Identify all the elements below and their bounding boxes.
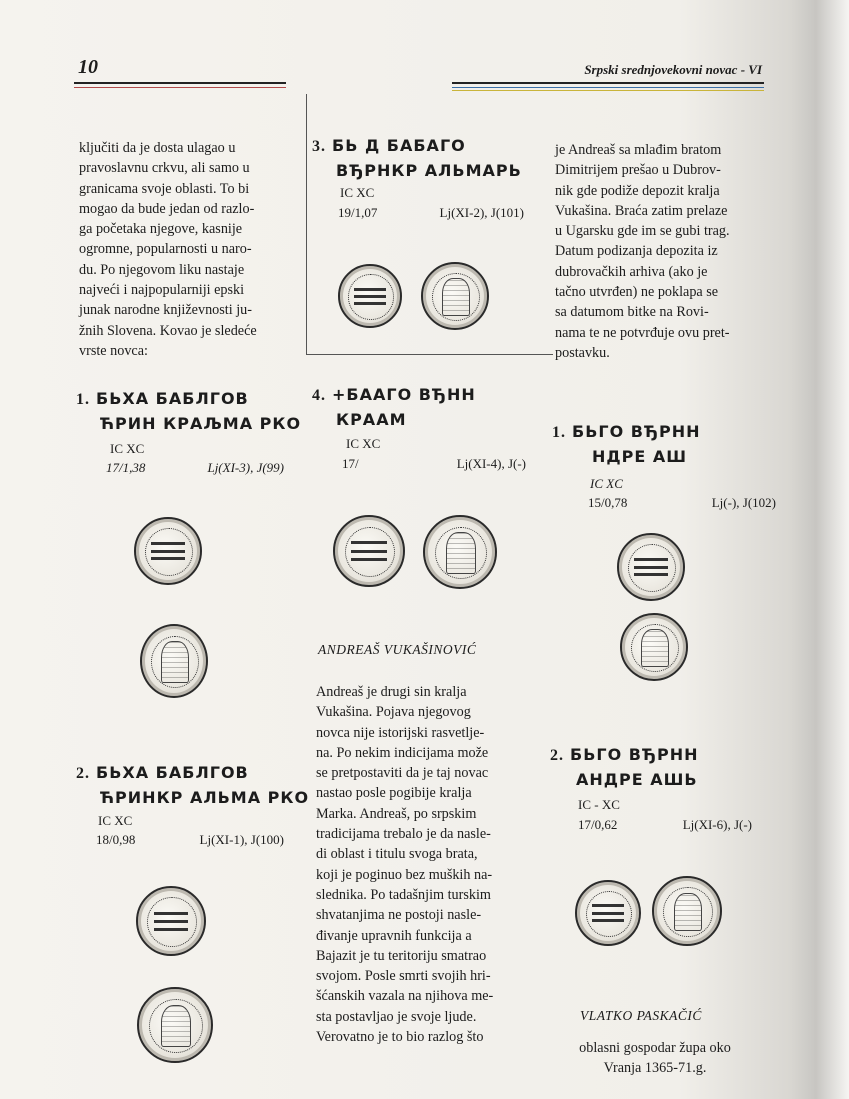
- section-title: ANDREAŠ VUKAŠINOVIĆ: [318, 642, 477, 657]
- coin-legend: [312, 383, 476, 432]
- coin-number: 4.: [312, 387, 326, 404]
- text-line: svojom. Posle smrti svojih hri-: [316, 968, 491, 985]
- legend-line-2: ВЂРНКР АЛЬМАРЬ: [336, 161, 522, 180]
- header-rule-left: [74, 82, 286, 84]
- text-line: Vranja 1365-71.g.: [603, 1060, 707, 1077]
- coin-obverse-image: [333, 515, 405, 587]
- text-line: Marka. Andreaš, po srpskim: [316, 805, 477, 822]
- text-line: sta postavljao je svoje ljude.: [316, 1008, 477, 1025]
- coin-meta: [588, 494, 776, 511]
- legend-line-1: +БААГО ВЂНН: [332, 385, 476, 404]
- coin-catalog-code: Lj(-), J(102): [711, 495, 776, 510]
- text-line: Datum podizanja depozita iz: [555, 243, 718, 260]
- text-line: nik gde podiže depozit kralja: [555, 182, 720, 199]
- legend-line-1: БЬ Д БАБАГО: [332, 136, 466, 155]
- coin-legend: [550, 743, 699, 792]
- text-line: najveći i najpopularniji epski: [79, 282, 245, 299]
- coin-catalog-code: Lj(XI-1), J(100): [199, 832, 284, 847]
- text-line: junak narodne književnosti ju-: [79, 302, 252, 319]
- coin-weight: 18/0,98: [96, 832, 136, 847]
- text-line: Vukašina. Pojava njegovog: [316, 704, 471, 721]
- page-edge-shadow: [789, 0, 849, 1099]
- coin-reverse-image: [423, 515, 497, 589]
- coin-meta: [96, 831, 284, 848]
- text-line: Dimitrijem prešao u Dubrov-: [555, 162, 721, 179]
- header-rule-left-accent: [74, 87, 286, 88]
- text-line: postavku.: [555, 344, 610, 361]
- text-line: u Ugarsku gde im se gubi trag.: [555, 223, 730, 240]
- col2-body-paragraph: [316, 682, 515, 1047]
- header-rule-right-accent-yellow: [452, 90, 764, 91]
- coin-reverse-image: [620, 613, 688, 681]
- coin-weight: 19/1,07: [338, 205, 378, 220]
- text-line: mogao da bude jedan od razlo-: [79, 200, 255, 217]
- coin-ic-xc: IC - XC: [578, 797, 620, 812]
- text-line: shvatanjima ne postoji nasle-: [316, 907, 482, 924]
- legend-line-1: БЬХА БАБЛГОВ: [96, 389, 249, 408]
- header-rule-right-accent-blue: [452, 87, 764, 88]
- legend-line-1: БЬХА БАБЛГОВ: [96, 763, 249, 782]
- coin-obverse-image: [575, 880, 641, 946]
- coin-obverse-image: [134, 517, 202, 585]
- coin-weight: 15/0,78: [588, 495, 628, 510]
- coin-number: 1.: [76, 391, 90, 408]
- coin-meta: [342, 455, 526, 472]
- header-rule-right: [452, 82, 764, 84]
- text-line: dubrovačkih arhiva (ako je: [555, 263, 708, 280]
- text-line: di oblast i titulu svoga brata,: [316, 846, 478, 863]
- coin-number: 2.: [550, 747, 564, 764]
- coin-ic-xc: IC XC: [346, 436, 381, 451]
- running-title: Srpski srednjovekovni novac - VI: [584, 62, 762, 77]
- text-line: granicama svoje oblasti. To bi: [79, 180, 250, 197]
- coin-meta: [338, 204, 524, 221]
- coin-legend: [76, 761, 309, 810]
- legend-line-2: КРААМ: [336, 410, 407, 429]
- legend-line-2: ЋРИНКР АЛЬМА РКО: [100, 788, 310, 807]
- text-line: koji je poginuo bez muških na-: [316, 866, 493, 883]
- legend-line-2: ЋРИН КРАЉМА РКО: [100, 414, 302, 433]
- text-line: je Andreaš sa mlađim bratom: [555, 142, 722, 158]
- legend-line-1: БЬГО ВЂРНН: [572, 422, 701, 441]
- text-line: du. Po njegovom liku nastaje: [79, 261, 245, 278]
- page-number: 10: [78, 56, 98, 78]
- text-line: ključiti da je dosta ulagao u: [79, 140, 236, 156]
- text-line: tačno utvrđen) ne poklapa se: [555, 284, 719, 301]
- coin-catalog-code: Lj(XI-3), J(99): [207, 460, 284, 475]
- coin-number: 3.: [312, 138, 326, 155]
- col3-footer-paragraph: [545, 1038, 765, 1079]
- coin-obverse-image: [338, 264, 402, 328]
- coin-obverse-image: [136, 886, 206, 956]
- coin-legend: [76, 387, 301, 436]
- text-line: ga početaka njegove, kasnije: [79, 221, 243, 238]
- coin-catalog-code: Lj(XI-2), J(101): [439, 205, 524, 220]
- section-title: VLATKO PASKAČIĆ: [580, 1008, 702, 1023]
- text-line: žnih Slovena. Kovao je sledeće: [79, 322, 257, 339]
- coin-number: 2.: [76, 765, 90, 782]
- text-line: Vukašina. Braća zatim prelaze: [555, 202, 728, 219]
- coin-reverse-image: [137, 987, 213, 1063]
- text-line: Andreaš je drugi sin kralja: [316, 684, 467, 700]
- coin-ic-xc: IC XC: [98, 813, 133, 828]
- text-line: ogromne, popularnosti u naro-: [79, 241, 252, 258]
- legend-line-1: БЬГО ВЂРНН: [570, 745, 699, 764]
- coin-weight: 17/1,38: [106, 460, 146, 475]
- col1-intro-paragraph: [79, 138, 285, 361]
- text-line: slednika. Po tadašnjim turskim: [316, 886, 491, 903]
- coin-weight: 17/0,62: [578, 817, 618, 832]
- text-line: đivanje upravnih funkcija a: [316, 927, 472, 944]
- coin-ic-xc: IC XC: [340, 185, 375, 200]
- coin-meta: [106, 459, 284, 476]
- text-line: novca nije istorijski rasvetlje-: [316, 724, 485, 741]
- text-line: nastao posle pogibije kralja: [316, 785, 472, 802]
- coin-catalog-code: Lj(XI-6), J(-): [682, 817, 752, 832]
- coin-catalog-code: Lj(XI-4), J(-): [456, 456, 526, 471]
- text-line: vrste novca:: [79, 342, 148, 359]
- text-line: oblasni gospodar župa oko: [579, 1040, 731, 1056]
- text-line: na. Po nekim indicijama može: [316, 744, 489, 761]
- legend-line-2: НДРЕ АШ: [592, 447, 688, 466]
- coin-legend: [312, 134, 522, 183]
- coin-legend: [552, 420, 701, 469]
- coin-meta: [578, 816, 752, 833]
- text-line: sa datumom bitke na Rovi-: [555, 304, 709, 321]
- coin-ic-xc: IC XC: [110, 441, 145, 456]
- legend-line-2: АНДРЕ АШЬ: [576, 770, 698, 789]
- text-line: Bajazit je tu teritoriju smatrao: [316, 947, 487, 964]
- coin-ic-xc: IC XC: [590, 476, 623, 491]
- coin-reverse-image: [652, 876, 722, 946]
- text-line: nama te ne potvrđuje ovu pret-: [555, 324, 730, 341]
- col3-body-paragraph: [555, 140, 757, 363]
- text-line: šćanskih vazala na njihova me-: [316, 988, 494, 1005]
- text-line: tradicijama trebalo je da nasle-: [316, 826, 491, 843]
- text-line: pravoslavnu crkvu, ali samo u: [79, 160, 250, 177]
- coin-reverse-image: [140, 624, 208, 698]
- coin-obverse-image: [617, 533, 685, 601]
- text-line: se pretpostaviti da je taj novac: [316, 765, 489, 782]
- coin-weight: 17/: [342, 456, 359, 471]
- coin-number: 1.: [552, 424, 566, 441]
- text-line: Verovatno je to bio razlog što: [316, 1029, 484, 1046]
- coin-reverse-image: [421, 262, 489, 330]
